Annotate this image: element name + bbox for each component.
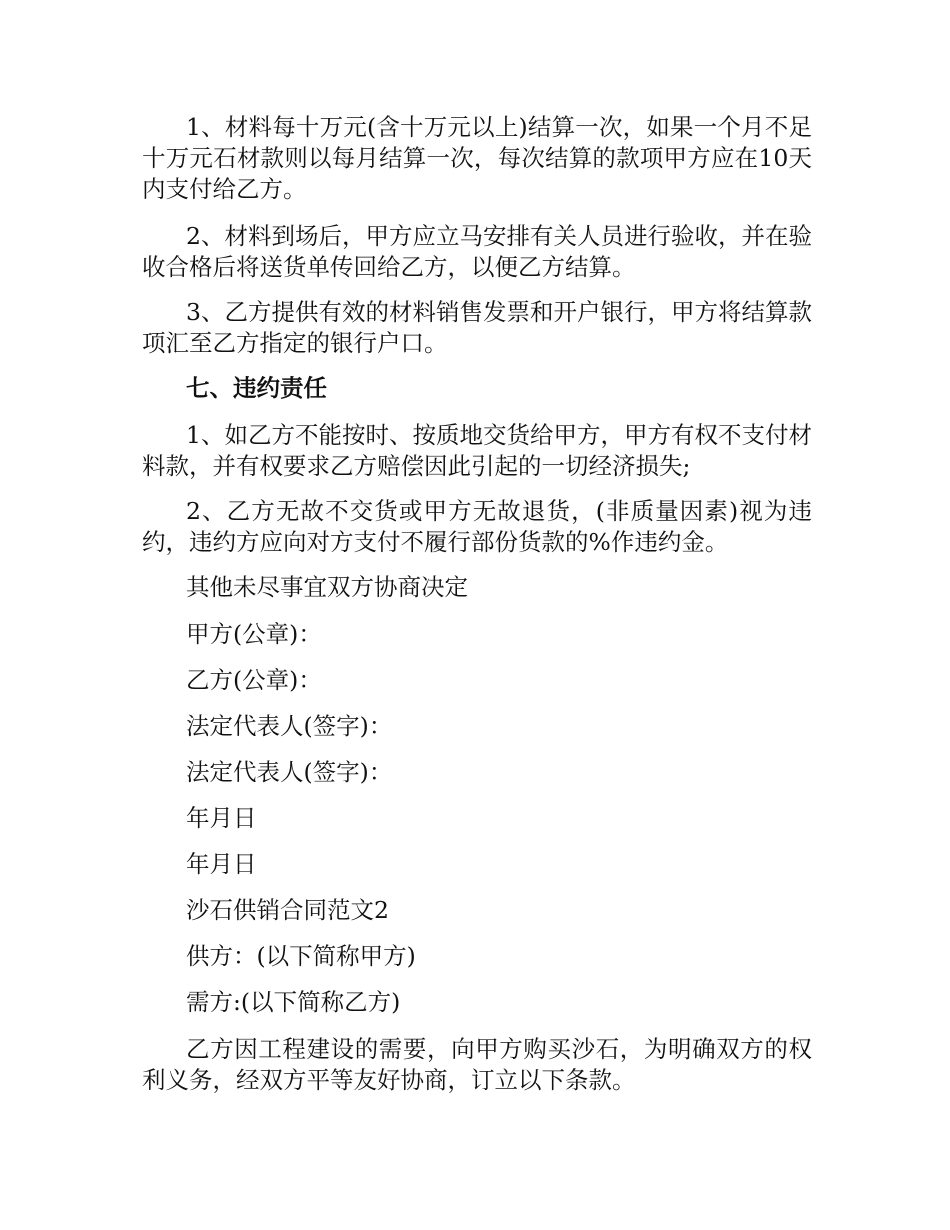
supplier-line: 供方：(以下简称甲方) [186,942,416,970]
date-b: 年月日 [186,850,257,878]
clause-settlement-2: 2、材料到场后，甲方应立马安排有关人员进行验收，并在验收合格后将送货单传回给乙方，以便乙方结算。 [142,222,812,281]
date-a: 年月日 [186,804,257,832]
buyer-line: 需方:(以下简称乙方) [186,988,401,1016]
party-a-seal: 甲方(公章)： [186,620,322,648]
legal-representative-b: 法定代表人(签字)： [186,758,393,786]
clause-settlement-3: 3、乙方提供有效的材料销售发票和开户银行，甲方将结算款项汇至乙方指定的银行户口。 [142,298,812,357]
legal-representative-a: 法定代表人(签字)： [186,712,393,740]
clause-breach-2: 2、乙方无故不交货或甲方无故退货，(非质量因素)视为违约，违约方应向对方支付不履行部份货款的%作违约金。 [142,497,812,556]
party-b-seal: 乙方(公章)： [186,666,322,694]
section-heading-breach: 七、违约责任 [186,374,327,402]
intro-paragraph: 乙方因工程建设的需要，向甲方购买沙石，为明确双方的权利义务，经双方平等友好协商，订立以下条款。 [142,1035,812,1094]
clause-settlement-1: 1、材料每十万元(含十万元以上)结算一次，如果一个月不足十万元石材款则以每月结算一次，每次结算的款项甲方应在10天内支付给乙方。 [142,113,812,203]
contract-title-2: 沙石供销合同范文2 [186,896,389,924]
clause-breach-1: 1、如乙方不能按时、按质地交货给甲方，甲方有权不支付材料款，并有权要求乙方赔偿因此引起的一切经济损失; [142,421,812,480]
other-matters: 其他未尽事宜双方协商决定 [186,573,468,601]
